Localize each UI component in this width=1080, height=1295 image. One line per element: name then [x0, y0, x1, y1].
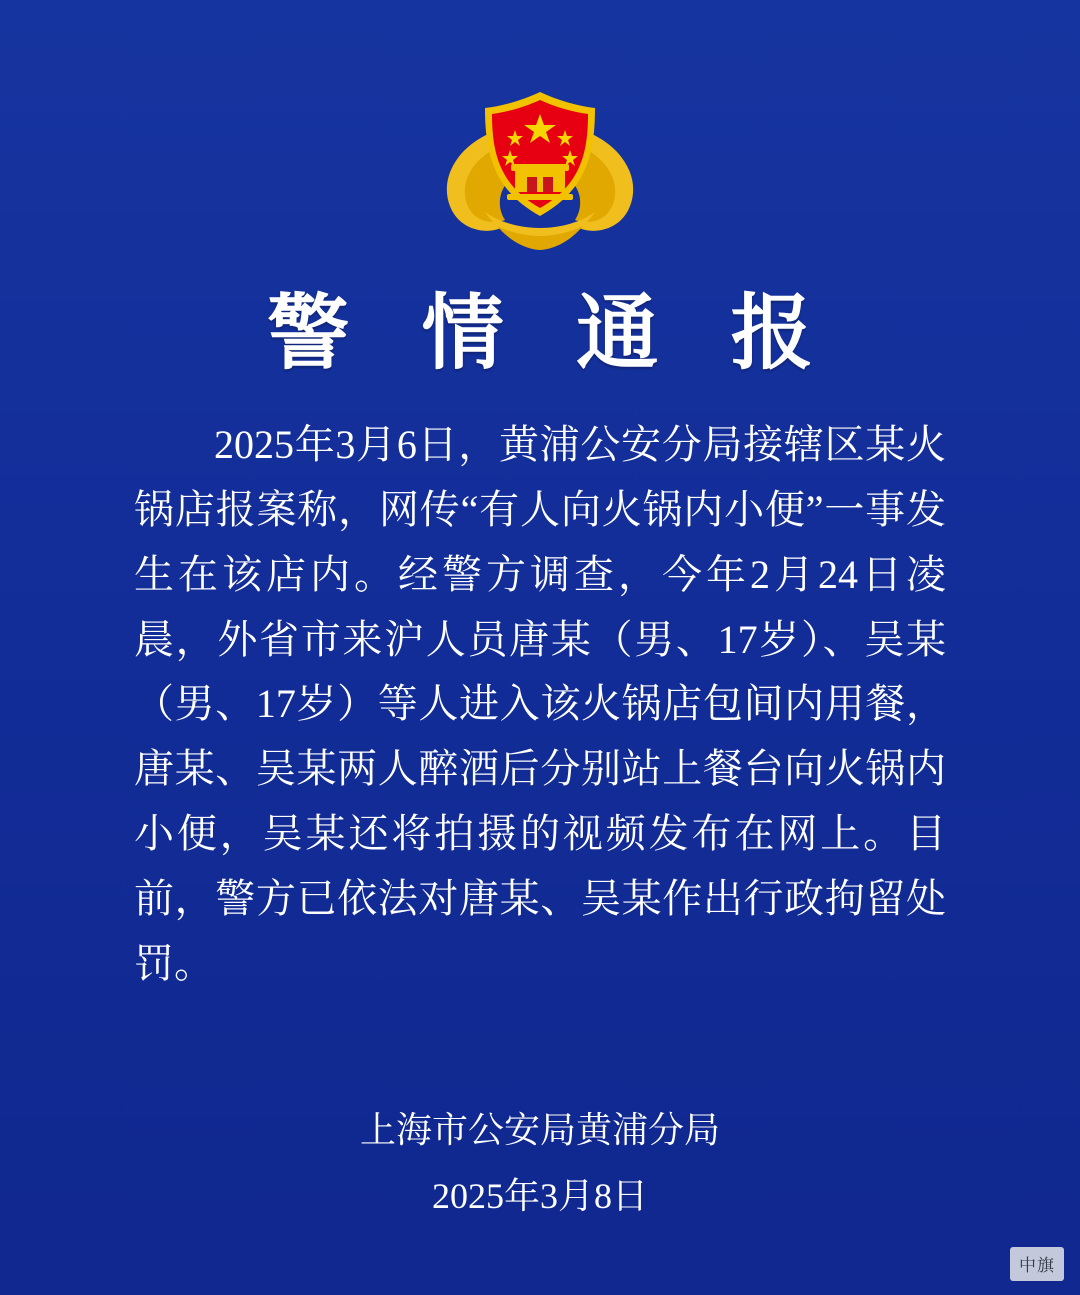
page-title: 警 情 通 报: [267, 288, 839, 379]
signature-block: [0, 1103, 1080, 1223]
issue-date: 2025年3月8日: [431, 1176, 648, 1216]
notice-body: 2025年3月6日，黄浦公安分局接辖区某火锅店报案称，网传“有人向火锅内小便”一事发生在该店内。经警方调查，今年2月24日凌晨，外省市来沪人员唐某（男、17岁）、吴某（男、17岁）等人进入该火锅店包间内用餐，唐某、吴某两人醉酒后分别站上餐台向火锅内小便，吴某还将拍摄的视频发布在网上。目前，警方已依法对唐某、吴某作出行政拘留处罚。: [134, 422, 946, 986]
china-police-badge-icon: [435, 78, 645, 263]
watermark-label: 中旗: [1010, 1247, 1064, 1281]
issuing-organization: 上海市公安局黄浦分局: [359, 1110, 720, 1150]
